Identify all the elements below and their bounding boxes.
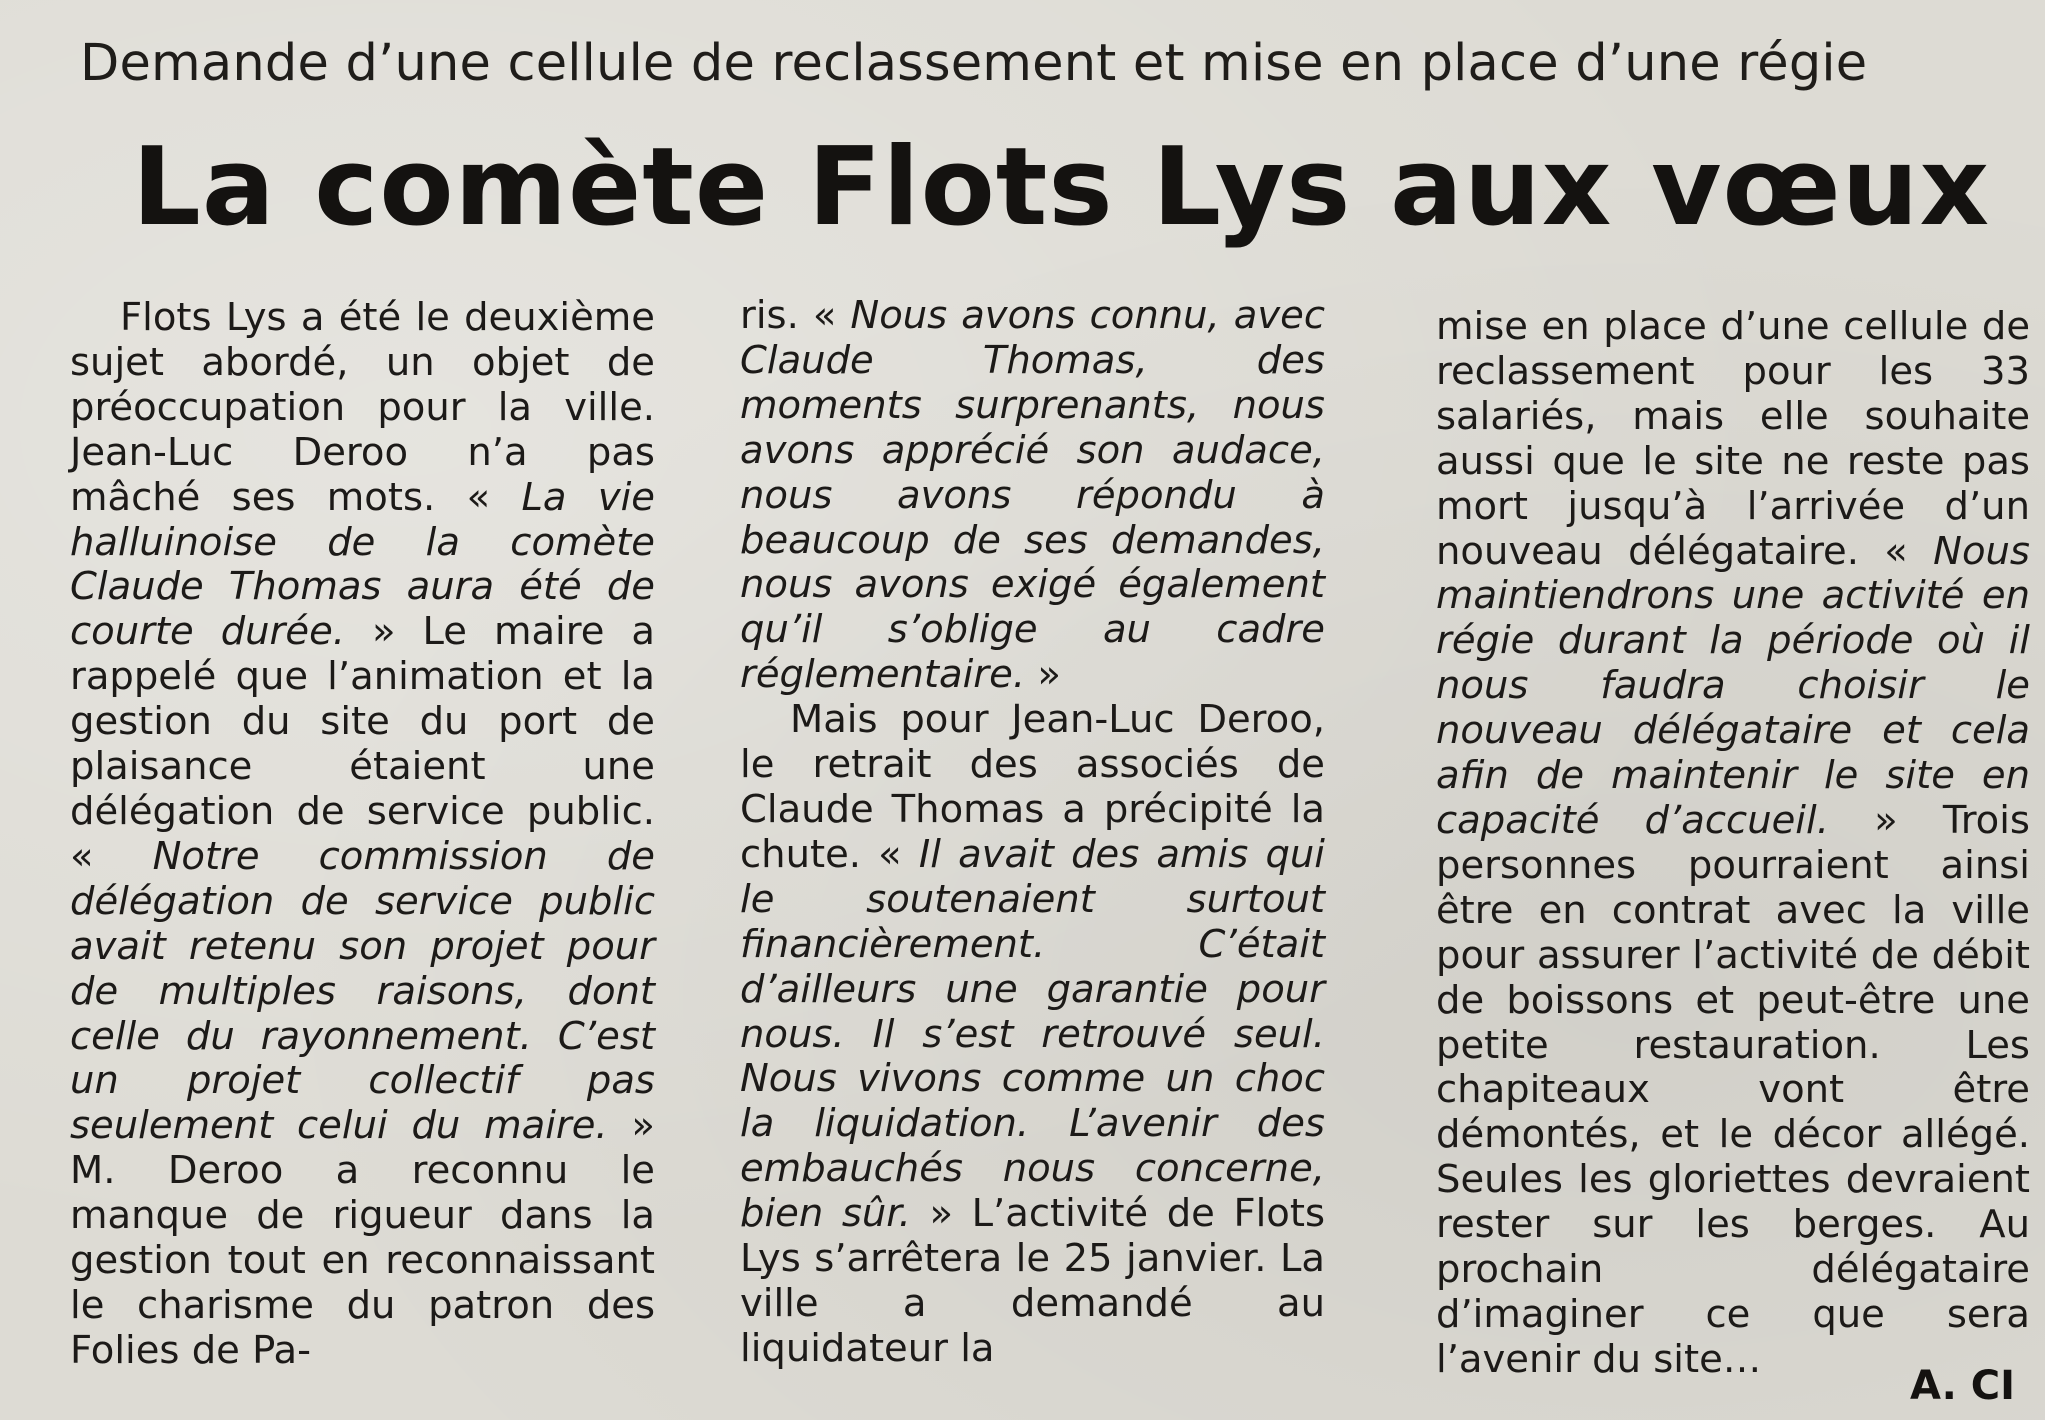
article-column-2 [740, 294, 1325, 1372]
article-kicker: Demande d’une cellule de reclassement et mise en place d’une régie [80, 34, 1868, 93]
text-run: ris. « [740, 293, 851, 338]
quote-run: Nous maintiendrons une activité en régie durant la période où il nous faudra choisir le nouveau délégataire et cela afin de maintenir le site en capacité d’accueil. [1436, 528, 2030, 843]
column-1-paragraph-1 [70, 296, 655, 1374]
text-run: » [1025, 652, 1061, 698]
text-run: » Le maire a rappelé que l’animation et la gestion du site du port de plaisance étaient une délégation de service public. « [70, 609, 655, 879]
text-run: mise en place d’une cellule de reclassement pour les 33 salariés, mais elle souhaite aussi que le site ne reste pas mort jusqu’à l’arrivée d’un nouveau délégataire. « [1436, 304, 2030, 574]
article-column-1 [70, 296, 655, 1374]
article-headline: La comète Flots Lys aux vœux [132, 125, 1991, 250]
article-column-3 [1436, 305, 2030, 1383]
text-run: » Trois personnes pourraient ainsi être en contrat avec la ville pour assurer l’activité de débit de boissons et peut-être une petite restauration. Les chapiteaux vont être démontés, et le décor allégé. Seules les gloriettes devraient rester sur les berges. Au prochain délégataire d’imaginer ce que sera l’avenir du site… [1436, 797, 2030, 1382]
quote-run: Il avait des amis qui le soutenaient surtout financièrement. C’était d’ailleurs une garantie pour nous. Il s’est retrouvé seul. Nous vivons comme un choc la liquidation. L’avenir des embauchés nous concerne, bien sûr. [740, 831, 1325, 1237]
quote-run: Notre commission de délégation de service public avait retenu son projet pour de multiples raisons, dont celle du rayonnement. C’est un projet collectif pas seulement celui du maire. [70, 833, 655, 1149]
author-signature: A. CI [1909, 1363, 2015, 1409]
text-run: Mais pour Jean-Luc Deroo, le retrait des associés de Claude Thomas a précipité la chute. « [740, 697, 1325, 877]
text-run: Flots Lys a été le deuxième sujet abordé, un objet de préoccupation pour la ville. Jean-Luc Deroo n’a pas mâché ses mots. « [70, 295, 655, 520]
quote-run: La vie halluinoise de la comète Claude Thomas aura été de courte durée. [70, 474, 655, 655]
text-run: » L’activité de Flots Lys s’arrêtera le 25 janvier. La ville a demandé au liquidateur la [740, 1191, 1326, 1371]
text-run: » M. Deroo a reconnu le manque de rigueur dans la gestion tout en reconnaissant le charisme du patron des Folies de Pa- [70, 1103, 655, 1373]
column-2-paragraph-2 [740, 698, 1325, 1372]
column-2-paragraph-1 [740, 294, 1325, 698]
column-3-paragraph-1 [1436, 305, 2030, 1383]
quote-run: Nous avons connu, avec Claude Thomas, des moments surprenants, nous avons apprécié son audace, nous avons répondu à beaucoup de ses demandes, nous avons exigé également qu’il s’oblige au cadre réglementaire. [740, 293, 1325, 698]
